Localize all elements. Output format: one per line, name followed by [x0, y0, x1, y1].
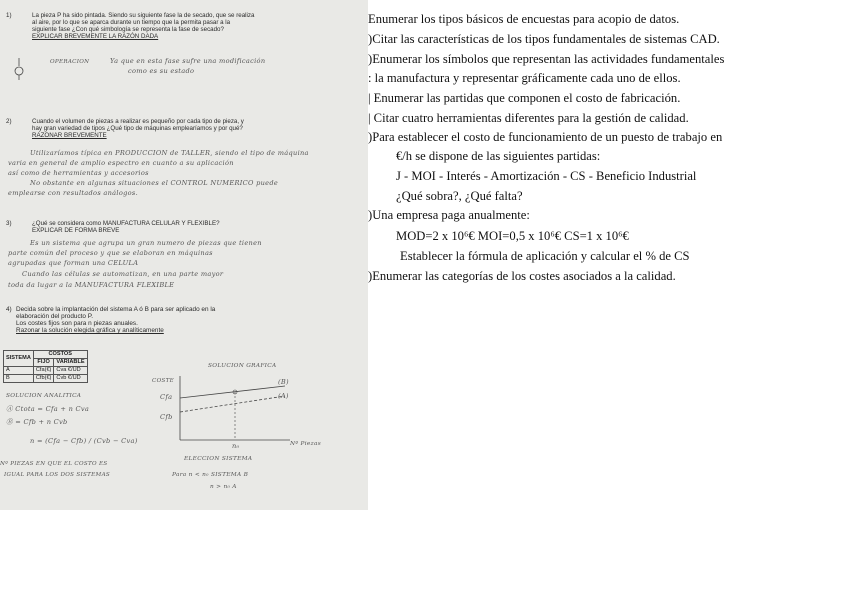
graph-label-n0: n₀: [232, 442, 240, 450]
table-row: [4, 375, 88, 383]
graph-choice-title: ELECCION SISTEMA: [184, 456, 253, 462]
line-b: [180, 386, 285, 398]
handwritten-answer: parte común del proceso y que se elaboran en máquinas: [8, 249, 213, 257]
handwritten-answer: Utilizaríamos típica en PRODUCCION de TALLER, siendo el tipo de máquina: [30, 149, 309, 157]
handwritten-answer: emplearse con resultados análogos.: [8, 189, 138, 197]
question-text: al aire, por lo que se aparca durante un tiempo que la permita pasar a la: [32, 19, 231, 26]
analytic-note: Nº PIEZAS EN QUE EL COSTO ES: [0, 461, 108, 467]
question-line: )Citar las características de los tipos fundamentales de sistemas CAD.: [368, 32, 720, 46]
graph-choice: Para n < n₀ SISTEMA B: [172, 472, 249, 478]
question-text: Decida sobre la implantación del sistema A ó B para ser aplicado en la: [16, 306, 216, 313]
question-1: [6, 12, 358, 40]
question-number: 4): [6, 306, 12, 313]
table-subheader: VARIABLE: [54, 359, 87, 367]
graph-choice: n > n₀ A: [210, 484, 237, 490]
graph-label-cfa: Cfa: [160, 393, 173, 401]
question-line: )Enumerar las categorías de los costes asociados a la calidad.: [368, 269, 676, 283]
table-cell: Cfa(€): [33, 367, 54, 375]
answer-label: OPERACION: [50, 59, 90, 65]
table-cell: B: [4, 375, 34, 383]
question-line: ¿Qué sobra?, ¿Qué falta?: [396, 189, 523, 203]
graph-label-b: (B): [278, 378, 289, 386]
handwritten-answer: Es un sistema que agrupa un gran numero de piezas que tienen: [30, 239, 262, 247]
graph-label-cfb: Cfb: [160, 413, 173, 421]
question-line: Enumerar los tipos básicos de encuestas para acopio de datos.: [368, 12, 680, 26]
question-line: €/h se dispone de las siguientes partidas:: [396, 149, 601, 163]
question-instruction: Razonar la solución elegida gráfica y analíticamente: [16, 327, 164, 334]
question-instruction: RAZONAR BREVEMENTE: [32, 132, 107, 139]
question-instruction: EXPLICAR DE FORMA BREVE: [32, 227, 120, 234]
question-line: | Enumerar las partidas que componen el costo de fabricación.: [368, 91, 681, 105]
handwritten-answer: Cuando las células se automatizan, en una parte mayor: [22, 270, 224, 278]
analytic-equation: Ⓑ = Cfb + n Cvb: [6, 418, 68, 426]
handwritten-answer: varia en general de amplio espectro en cuanto a su aplicación: [8, 159, 234, 167]
question-text: siguiente fase ¿Con qué simbología se representa la fase de secado?: [32, 26, 224, 33]
question-text: Los costes fijos son para n piezas anuales.: [16, 320, 138, 327]
analytic-equation: n = (Cfa − Cfb) / (Cvb − Cva): [30, 437, 138, 445]
question-number: 3): [6, 220, 12, 227]
question-line: | Citar cuatro herramientas diferentes para la gestión de calidad.: [368, 111, 689, 125]
question-instruction: EXPLICAR BREVEMENTE LA RAZÓN DADA: [32, 33, 159, 40]
costs-table: [3, 350, 88, 383]
question-line: MOD=2 x 10⁶€ MOI=0,5 x 10⁶€ CS=1 x 10⁶€: [396, 229, 629, 243]
question-number: 1): [6, 12, 12, 19]
question-2: [6, 118, 358, 139]
question-line: : la manufactura y representar gráficamente cada uno de ellos.: [368, 71, 681, 85]
table-row: [4, 367, 88, 375]
question-text: La pieza P ha sido pintada. Siendo su siguiente fase la de secado, que se realiza: [32, 12, 255, 19]
question-text: ¿Qué se considera como MANUFACTURA CELULAR Y FLEXIBLE?: [32, 220, 220, 227]
table-cell: Cva €/UD: [54, 367, 87, 375]
analytic-equation: Ⓐ Ctota = Cfa + n Cva: [6, 405, 90, 413]
handwritten-answer: No obstante en algunas situaciones el CONTROL NUMERICO puede: [30, 179, 279, 187]
analytic-note: IGUAL PARA LOS DOS SISTEMAS: [4, 472, 111, 478]
line-a: [180, 396, 285, 412]
question-4: [6, 306, 358, 334]
table-cell: Cfb(€): [33, 375, 54, 383]
handwritten-answer: Ya que en esta fase sufre una modificación: [110, 57, 266, 65]
table-cell: Cvb €/UD: [54, 375, 87, 383]
question-line: )Una empresa paga anualmente:: [368, 208, 530, 222]
table-header: SISTEMA: [4, 351, 34, 367]
question-line: J - MOI - Interés - Amortización - CS - Beneficio Industrial: [396, 169, 697, 183]
graph-label-a: (A): [278, 392, 289, 400]
table-header: COSTOS: [33, 351, 87, 359]
question-line: )Enumerar los símbolos que representan las actividades fundamentales: [368, 52, 725, 66]
handwritten-answer: como es su estado: [128, 67, 195, 75]
question-3: [6, 220, 358, 234]
question-text: hay gran variedad de tipos ¿Qué tipo de máquinas emplearíamos y por qué?: [32, 125, 243, 132]
question-number: 2): [6, 118, 12, 125]
question-line: )Para establecer el costo de funcionamiento de un puesto de trabajo en: [368, 130, 723, 144]
handwritten-answer: agrupadas que forman una CELULA: [8, 259, 139, 267]
handwritten-answer: toda da lugar a la MANUFACTURA FLEXIBLE: [8, 281, 175, 289]
question-line: Establecer la fórmula de aplicación y calcular el % de CS: [400, 249, 690, 263]
analytic-title: SOLUCION ANALITICA: [6, 393, 82, 399]
question-text: elaboración del producto P.: [16, 313, 93, 320]
graph-title: SOLUCION GRAFICA: [208, 363, 277, 369]
graph-ylabel: COSTE: [152, 378, 175, 384]
scanned-exam-sheet: [0, 0, 368, 510]
handwritten-answer: así como de herramientas y accesorios: [8, 169, 149, 177]
question-text: Cuando el volumen de piezas a realizar es pequeño por cada tipo de pieza, y: [32, 118, 244, 125]
operation-symbol-icon: [14, 58, 24, 80]
table-subheader: FIJO: [33, 359, 54, 367]
graph-xlabel: Nº Piezas: [290, 441, 322, 447]
table-cell: A: [4, 367, 34, 375]
